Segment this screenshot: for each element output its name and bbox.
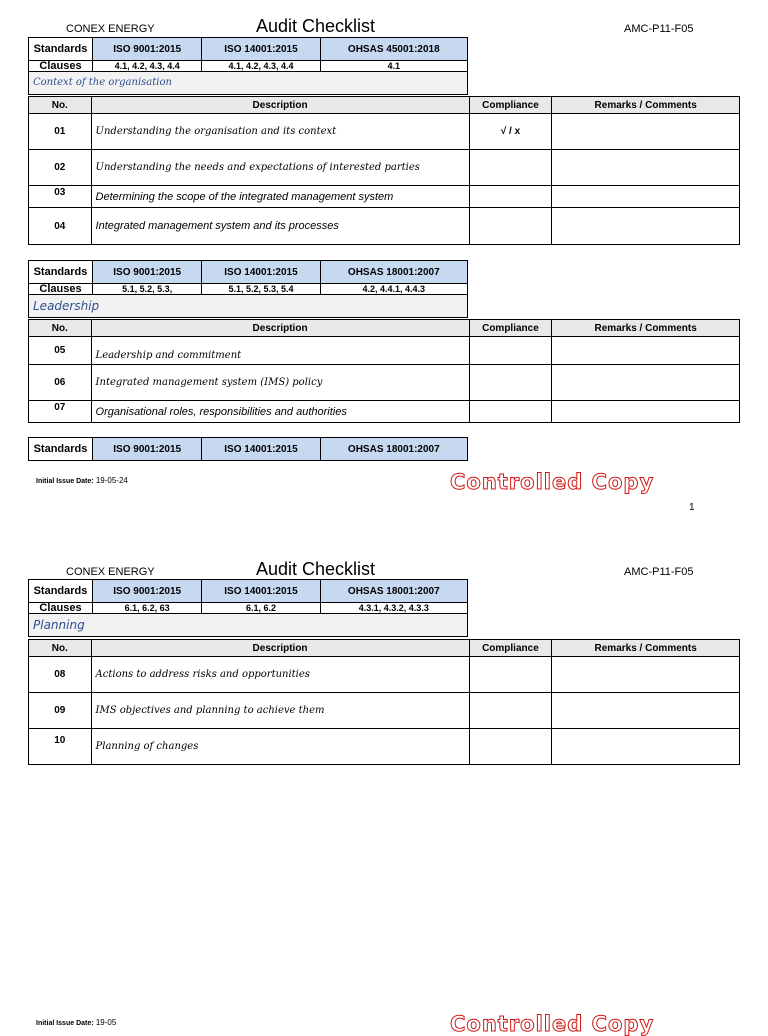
section-title — [29, 295, 468, 318]
standard-iso14001: ISO 14001:2015 — [202, 438, 320, 461]
row-remarks[interactable] — [552, 401, 740, 423]
col-remarks: Remarks / Comments — [552, 640, 740, 657]
table-row — [29, 657, 740, 693]
clause-iso9001: 4.1, 4.2, 4.3, 4.4 — [93, 61, 202, 72]
row-description: Leadership and commitment — [91, 337, 469, 365]
row-no: 05 — [29, 337, 92, 365]
checklist-table-leadership — [28, 319, 740, 423]
row-no: 06 — [29, 365, 92, 401]
row-description: IMS objectives and planning to achieve them — [91, 693, 469, 729]
row-no: 09 — [29, 693, 92, 729]
row-compliance[interactable] — [469, 657, 552, 693]
col-description: Description — [91, 97, 469, 114]
clause-iso14001: 5.1, 5.2, 5.3, 5.4 — [202, 284, 320, 295]
standards-table-planning — [28, 579, 468, 637]
standard-ohsas: OHSAS 45001:2018 — [320, 38, 467, 61]
row-remarks[interactable] — [552, 114, 740, 150]
document-title: Audit Checklist — [256, 16, 376, 36]
row-remarks[interactable] — [552, 365, 740, 401]
row-remarks[interactable] — [552, 693, 740, 729]
document-code: AMC-P11-F05 — [624, 566, 694, 578]
clause-iso14001: 4.1, 4.2, 4.3, 4.4 — [202, 61, 320, 72]
clause-ohsas: 4.1 — [320, 61, 467, 72]
row-no: 03 — [29, 186, 92, 208]
clause-iso9001: 5.1, 5.2, 5.3, — [93, 284, 202, 295]
company-name: CONEX ENERGY — [66, 23, 155, 35]
clause-ohsas: 4.3.1, 4.3.2, 4.3.3 — [320, 603, 467, 614]
row-remarks[interactable] — [552, 208, 740, 245]
standards-label: Standards — [29, 38, 93, 61]
col-compliance: Compliance — [469, 320, 552, 337]
initial-issue-date — [36, 476, 146, 486]
standard-iso9001: ISO 9001:2015 — [93, 38, 202, 61]
table-row — [29, 114, 740, 150]
page-number: 1 — [689, 502, 695, 513]
col-remarks: Remarks / Comments — [552, 320, 740, 337]
col-no: No. — [29, 320, 92, 337]
standard-iso9001: ISO 9001:2015 — [93, 261, 202, 284]
standards-label: Standards — [29, 580, 93, 603]
issue-date-label: Initial Issue Date: — [36, 1020, 94, 1027]
table-row — [29, 401, 740, 423]
section-planning-label: Planning — [33, 618, 85, 632]
row-remarks[interactable] — [552, 657, 740, 693]
row-compliance[interactable] — [469, 365, 552, 401]
initial-issue-date — [36, 1018, 146, 1028]
table-row — [29, 729, 740, 765]
row-description: Understanding the organisation and its context — [91, 114, 469, 150]
document-title: Audit Checklist — [256, 559, 376, 579]
row-description: Understanding the needs and expectations of interested parties — [91, 150, 469, 186]
row-compliance[interactable] — [469, 150, 552, 186]
row-description: Integrated management system (IMS) policy — [91, 365, 469, 401]
row-description: Planning of changes — [91, 729, 469, 765]
standard-ohsas: OHSAS 18001:2007 — [320, 438, 467, 461]
checklist-table-context — [28, 96, 740, 245]
standard-ohsas: OHSAS 18001:2007 — [320, 580, 467, 603]
table-row — [29, 186, 740, 208]
row-description: Integrated management system and its processes — [91, 208, 469, 245]
standards-table-context — [28, 37, 468, 95]
row-no: 02 — [29, 150, 92, 186]
col-compliance: Compliance — [469, 640, 552, 657]
col-remarks: Remarks / Comments — [552, 97, 740, 114]
section-title — [29, 614, 468, 637]
issue-date-value: 19-05-24 — [95, 476, 128, 485]
row-remarks[interactable] — [552, 150, 740, 186]
clauses-label: Clauses — [29, 603, 93, 614]
col-no: No. — [29, 640, 92, 657]
table-row — [29, 337, 740, 365]
col-compliance: Compliance — [469, 97, 552, 114]
row-description: Organisational roles, responsibilities and authorities — [91, 401, 469, 423]
clause-iso9001: 6.1, 6.2, 63 — [93, 603, 202, 614]
standard-ohsas: OHSAS 18001:2007 — [320, 261, 467, 284]
checklist-table-planning — [28, 639, 740, 765]
controlled-copy-stamp: Controlled Copy — [450, 1012, 655, 1036]
issue-date-label: Initial Issue Date: — [36, 478, 94, 485]
standard-iso9001: ISO 9001:2015 — [93, 438, 202, 461]
page-2 — [0, 540, 768, 1036]
company-name: CONEX ENERGY — [66, 566, 155, 578]
standard-iso9001: ISO 9001:2015 — [93, 580, 202, 603]
clause-ohsas: 4.2, 4.4.1, 4.4.3 — [320, 284, 467, 295]
standards-table-next — [28, 437, 468, 461]
clauses-label: Clauses — [29, 61, 93, 72]
row-compliance[interactable]: √ / x — [469, 114, 552, 150]
standards-table-leadership — [28, 260, 468, 318]
document-code: AMC-P11-F05 — [624, 23, 694, 35]
row-compliance[interactable] — [469, 208, 552, 245]
standard-iso14001: ISO 14001:2015 — [202, 38, 320, 61]
col-no: No. — [29, 97, 92, 114]
controlled-copy-stamp: Controlled Copy — [450, 470, 655, 494]
row-remarks[interactable] — [552, 186, 740, 208]
row-remarks[interactable] — [552, 729, 740, 765]
table-row — [29, 693, 740, 729]
table-row — [29, 150, 740, 186]
clause-iso14001: 6.1, 6.2 — [202, 603, 320, 614]
row-compliance[interactable] — [469, 337, 552, 365]
standards-label: Standards — [29, 438, 93, 461]
row-compliance[interactable] — [469, 401, 552, 423]
row-description: Actions to address risks and opportunities — [91, 657, 469, 693]
row-compliance[interactable] — [469, 186, 552, 208]
row-no: 07 — [29, 401, 92, 423]
row-no: 01 — [29, 114, 92, 150]
clauses-label: Clauses — [29, 284, 93, 295]
row-compliance[interactable] — [469, 729, 552, 765]
row-no: 04 — [29, 208, 92, 245]
row-no: 08 — [29, 657, 92, 693]
table-row — [29, 208, 740, 245]
table-row — [29, 365, 740, 401]
section-leadership-label: Leadership — [33, 299, 100, 313]
standard-iso14001: ISO 14001:2015 — [202, 580, 320, 603]
issue-date-value: 19-05 — [95, 1018, 117, 1027]
col-description: Description — [91, 640, 469, 657]
col-description: Description — [91, 320, 469, 337]
standards-label: Standards — [29, 261, 93, 284]
row-compliance[interactable] — [469, 693, 552, 729]
standard-iso14001: ISO 14001:2015 — [202, 261, 320, 284]
row-description: Determining the scope of the integrated management system — [91, 186, 469, 208]
row-remarks[interactable] — [552, 337, 740, 365]
section-title — [29, 72, 468, 95]
row-no: 10 — [29, 729, 92, 765]
section-context-label: Context of the organisation — [33, 77, 172, 88]
